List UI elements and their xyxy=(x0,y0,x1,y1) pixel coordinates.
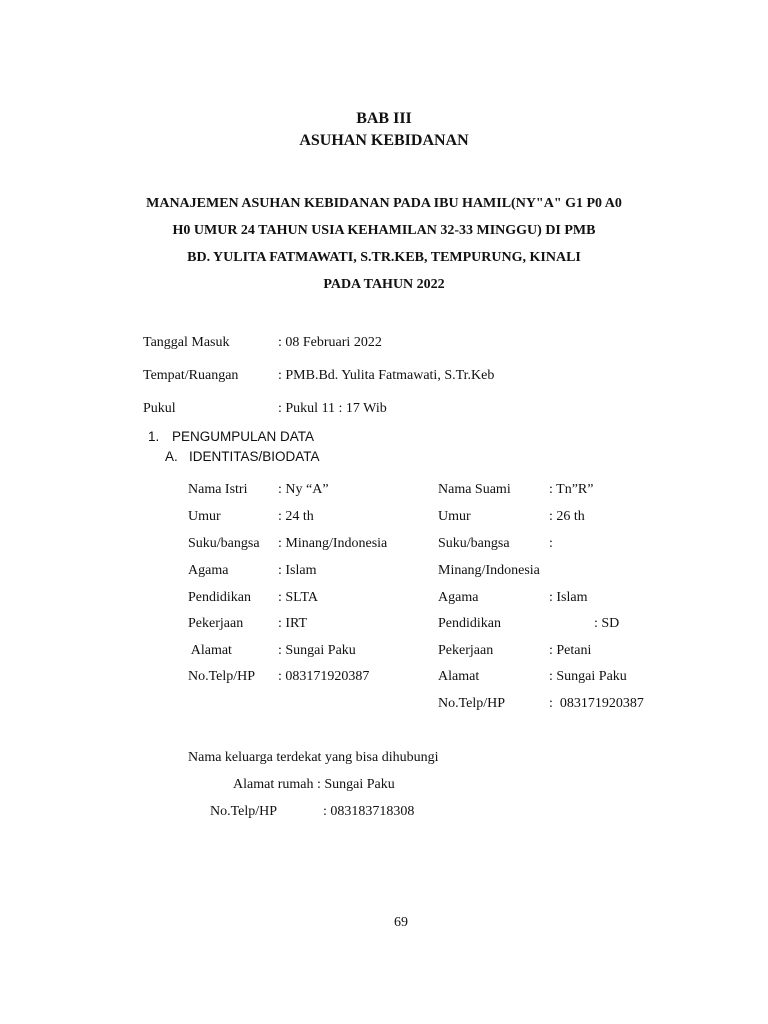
admission-value-room: : PMB.Bd. Yulita Fatmawati, S.Tr.Keb xyxy=(278,368,495,383)
wife-label: No.Telp/HP xyxy=(188,669,256,684)
admission-value-date: : 08 Februari 2022 xyxy=(278,335,382,350)
husband-label: Pendidikan xyxy=(438,616,501,631)
husband-label: Alamat xyxy=(438,669,480,684)
husband-label: Nama Suami xyxy=(438,482,511,497)
admission-label-room: Tempat/Ruangan xyxy=(143,368,239,383)
wife-value: : 083171920387 xyxy=(278,669,370,684)
subtitle-line-1: MANAJEMEN ASUHAN KEBIDANAN PADA IBU HAMIL(NY"A" G1 P0 A0 xyxy=(146,196,622,211)
husband-label: No.Telp/HP xyxy=(438,696,506,711)
wife-label: Agama xyxy=(188,563,229,578)
section-title: PENGUMPULAN DATA xyxy=(172,429,315,444)
husband-value: : 083171920387 xyxy=(549,696,644,711)
family-address: Alamat rumah : Sungai Paku xyxy=(233,777,395,792)
subsection-title: IDENTITAS/BIODATA xyxy=(189,449,320,464)
wife-value: : IRT xyxy=(278,616,308,631)
admission-value-time: : Pukul 11 : 17 Wib xyxy=(278,401,387,416)
husband-label: Pekerjaan xyxy=(438,643,494,658)
family-phone-label: No.Telp/HP xyxy=(210,804,278,819)
wife-value: : Minang/Indonesia xyxy=(278,536,388,551)
wife-label: Umur xyxy=(188,509,221,524)
section-number: 1. xyxy=(148,429,160,444)
wife-label: Nama Istri xyxy=(188,482,248,497)
subsection-letter: A. xyxy=(165,449,178,464)
wife-label: Suku/bangsa xyxy=(188,536,260,551)
husband-value: : SD xyxy=(594,616,620,631)
wife-value: : Islam xyxy=(278,563,317,578)
husband-value: : Islam xyxy=(549,590,588,605)
wife-value: : 24 th xyxy=(278,509,314,524)
wife-label: Pendidikan xyxy=(188,590,251,605)
wife-value: : Ny “A” xyxy=(278,482,329,497)
husband-label: Minang/Indonesia xyxy=(438,563,540,578)
page-number: 69 xyxy=(394,915,408,930)
wife-value: : SLTA xyxy=(278,590,318,605)
wife-value: : Sungai Paku xyxy=(278,643,356,658)
subtitle-line-3: BD. YULITA FATMAWATI, S.TR.KEB, TEMPURUNG, KINALI xyxy=(187,250,581,265)
husband-value: : Tn”R” xyxy=(549,482,594,497)
husband-value: : 26 th xyxy=(549,509,585,524)
family-phone-value: : 083183718308 xyxy=(323,804,415,819)
admission-label-time: Pukul xyxy=(143,401,176,416)
wife-label: Pekerjaan xyxy=(188,616,244,631)
husband-label: Umur xyxy=(438,509,471,524)
wife-label: Alamat xyxy=(188,643,232,658)
husband-value: : Sungai Paku xyxy=(549,669,627,684)
husband-label: Agama xyxy=(438,590,479,605)
admission-label-date: Tanggal Masuk xyxy=(143,335,230,350)
subtitle-line-4: PADA TAHUN 2022 xyxy=(323,277,445,292)
chapter-heading: BAB III xyxy=(356,110,412,127)
chapter-title: ASUHAN KEBIDANAN xyxy=(299,132,469,149)
family-intro: Nama keluarga terdekat yang bisa dihubungi xyxy=(188,750,439,765)
husband-label: Suku/bangsa xyxy=(438,536,510,551)
husband-value: : xyxy=(549,536,553,551)
husband-value: : Petani xyxy=(549,643,592,658)
subtitle-line-2: H0 UMUR 24 TAHUN USIA KEHAMILAN 32-33 MINGGU) DI PMB xyxy=(172,223,596,238)
